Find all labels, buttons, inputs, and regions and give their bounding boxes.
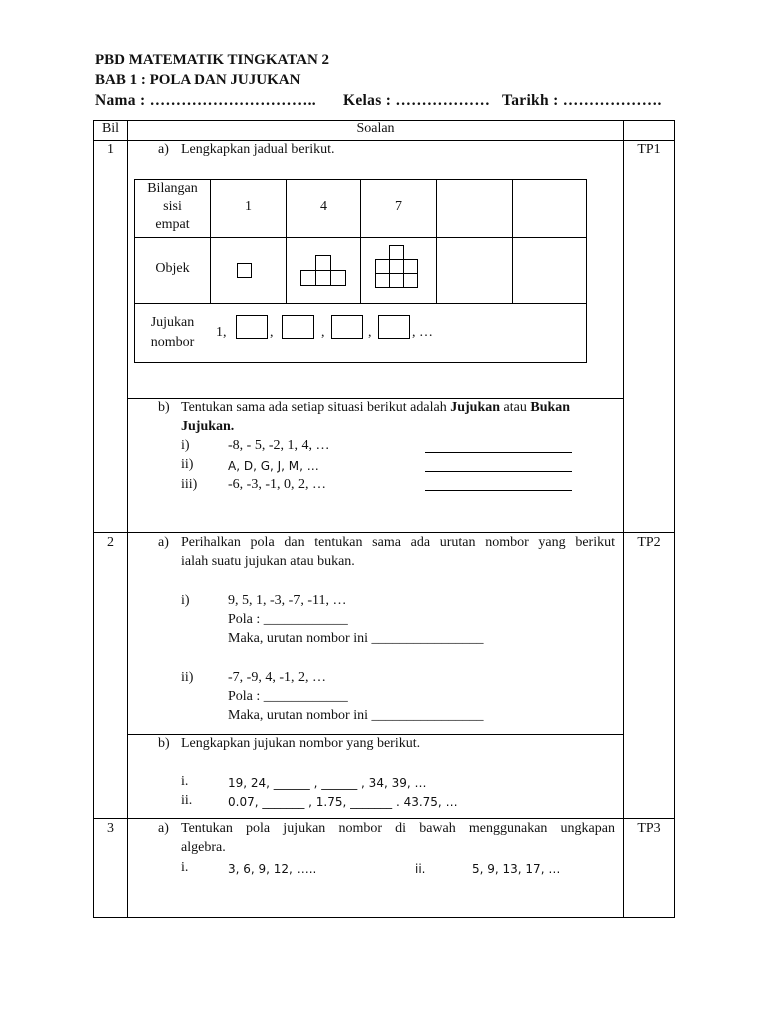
- q1-b-label: b): [158, 400, 170, 415]
- seq-comma-2: ,: [321, 325, 325, 340]
- q1-b-iii-answer-line[interactable]: [425, 490, 572, 491]
- q2-a-ii-seq: -7, -9, 4, -1, 2, …: [228, 670, 326, 685]
- seq-comma-3: ,: [368, 325, 372, 340]
- seq-ellipsis: , …: [412, 325, 433, 340]
- q1-a-label: a): [158, 142, 169, 157]
- q2-a-i-maka: Maka, urutan nombor ini ________________: [228, 631, 484, 646]
- row-label-objek: Objek: [155, 261, 190, 276]
- q1-tp: TP1: [637, 142, 661, 157]
- q1-b-text: Tentukan sama ada setiap situasi berikut adalah Jujukan atau Bukan: [181, 400, 571, 415]
- answer-box-1[interactable]: [236, 315, 268, 339]
- object-4-squares-icon: [287, 238, 360, 303]
- q3-a-label: a): [158, 821, 169, 836]
- q1-number: 1: [107, 142, 114, 157]
- seq-start: 1,: [216, 325, 227, 340]
- q2-b-ii-text: 0.07, _______ , 1.75, _______ . 43.75, …: [228, 795, 458, 809]
- q3-i-text: 3, 6, 9, 12, …..: [228, 862, 317, 876]
- object-1-square-icon: [211, 238, 286, 303]
- q1-b-i-label: i): [181, 438, 190, 453]
- q2-a-label: a): [158, 535, 169, 550]
- chapter-title: BAB 1 : POLA DAN JUJUKAN: [95, 72, 301, 88]
- answer-box-2[interactable]: [282, 315, 314, 339]
- q2-b-i-text: 19, 24, ______ , ______ , 34, 39, …: [228, 776, 427, 790]
- seq-comma-1: ,: [270, 325, 274, 340]
- q1-b-i-answer-line[interactable]: [425, 452, 572, 453]
- col-soalan: Soalan: [356, 121, 395, 136]
- q2-a-i-seq: 9, 5, 1, -3, -7, -11, …: [228, 593, 347, 608]
- tarikh-field: Tarikh : ……………….: [502, 92, 662, 109]
- q1-b-i-text: -8, - 5, -2, 1, 4, …: [228, 438, 330, 453]
- q2-b-text: Lengkapkan jujukan nombor yang berikut.: [181, 736, 421, 751]
- q2-b-i-label: i.: [181, 774, 189, 789]
- q3-i-label: i.: [181, 860, 189, 875]
- row-label-bilangan: Bilangan sisi empat: [147, 181, 198, 232]
- value-4: 4: [320, 199, 327, 214]
- value-1: 1: [245, 199, 252, 214]
- answer-box-4[interactable]: [378, 315, 410, 339]
- q1-b-ii-label: ii): [181, 457, 194, 472]
- q1-b-ii-answer-line[interactable]: [425, 471, 572, 472]
- q1-b-text-cont: Jujukan.: [181, 419, 235, 434]
- q3-a-text-line2: algebra.: [181, 840, 226, 855]
- page-title: PBD MATEMATIK TINGKATAN 2: [95, 52, 330, 68]
- object-7-squares-icon: [361, 238, 436, 303]
- q3-ii-label: ii.: [415, 862, 426, 876]
- row-label-jujukan: Jujukan nombor: [150, 315, 195, 350]
- q2-a-ii-label: ii): [181, 670, 194, 685]
- q2-a-ii-maka: Maka, urutan nombor ini ________________: [228, 708, 484, 723]
- q3-number: 3: [107, 821, 114, 836]
- q3-tp: TP3: [637, 821, 661, 836]
- kelas-field: Kelas : ………………: [343, 92, 491, 109]
- q2-b-label: b): [158, 736, 170, 751]
- q2-a-text-line1: Perihalkan pola dan tentukan sama ada urutan nombor yang berikut: [181, 535, 615, 550]
- q3-a-text-line1: Tentukan pola jujukan nombor di bawah menggunakan ungkapan: [181, 821, 615, 836]
- q2-a-i-label: i): [181, 593, 190, 608]
- q1-b-ii-text: A, D, G, J, M, …: [228, 459, 319, 473]
- q2-a-ii-pola: Pola : ____________: [228, 689, 348, 704]
- q1-a-text: Lengkapkan jadual berikut.: [181, 142, 335, 157]
- col-bil: Bil: [101, 121, 120, 136]
- q1-b-iii-label: iii): [181, 477, 198, 492]
- q3-ii-text: 5, 9, 13, 17, …: [472, 862, 561, 876]
- q2-a-i-pola: Pola : ____________: [228, 612, 348, 627]
- answer-box-3[interactable]: [331, 315, 363, 339]
- q2-b-ii-label: ii.: [181, 793, 193, 808]
- q1-b-iii-text: -6, -3, -1, 0, 2, …: [228, 477, 326, 492]
- q2-tp: TP2: [637, 535, 661, 550]
- q2-number: 2: [107, 535, 114, 550]
- q2-a-text-line2: ialah suatu jujukan atau bukan.: [181, 554, 355, 569]
- nama-field: Nama : …………………………..: [95, 92, 316, 109]
- value-7: 7: [395, 199, 402, 214]
